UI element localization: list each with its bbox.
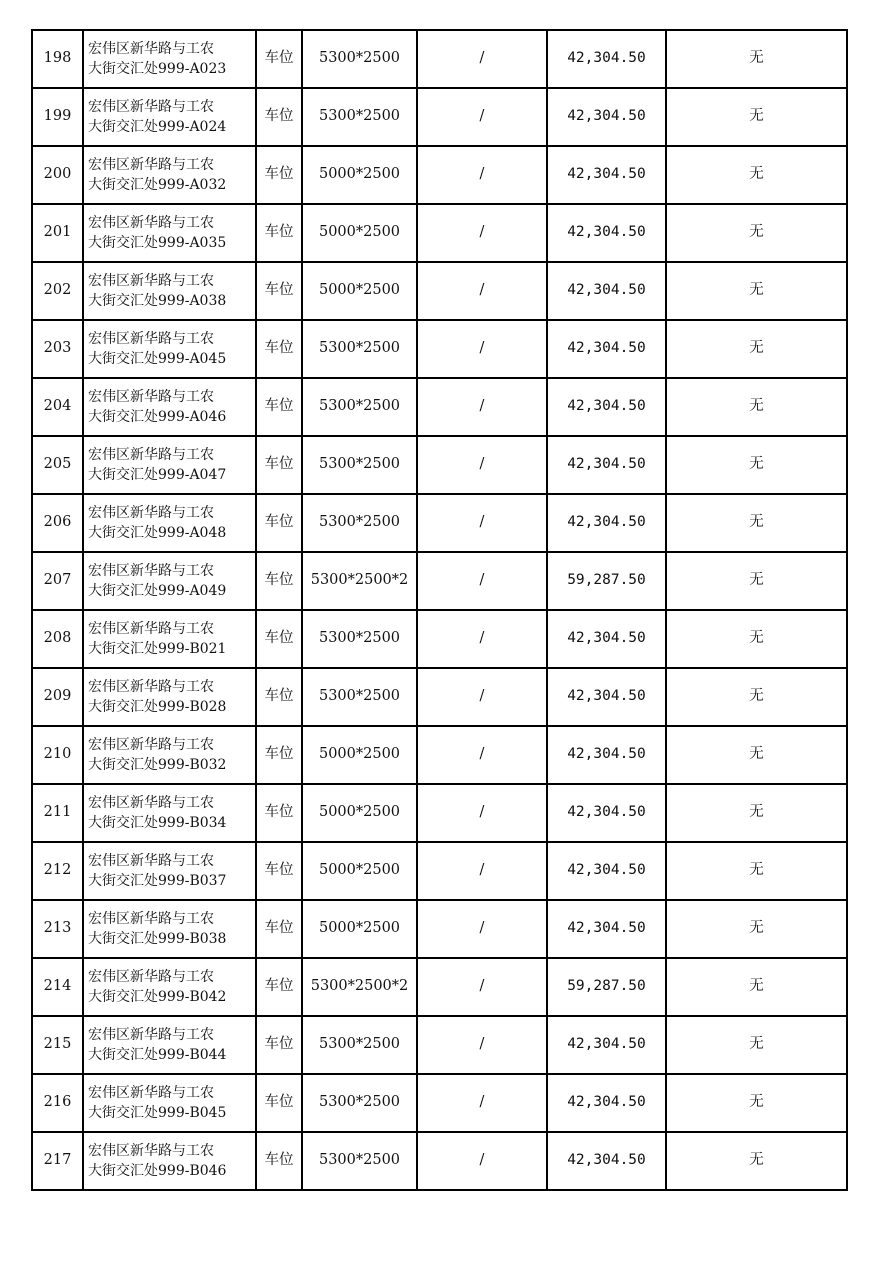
dimensions: 5300*2500*2 [302,552,417,610]
dimensions: 5300*2500 [302,320,417,378]
price: 42,304.50 [547,320,666,378]
asset-type: 车位 [256,146,302,204]
price: 42,304.50 [547,668,666,726]
empty-marker: / [417,204,547,262]
table-row [32,88,847,146]
location-line-2: 大街交汇处999-B028 [88,699,227,715]
price: 42,304.50 [547,842,666,900]
dimensions: 5300*2500 [302,30,417,88]
remark: 无 [666,900,847,958]
dimensions: 5300*2500 [302,1074,417,1132]
location-line-1: 宏伟区新华路与工农 [88,1142,214,1159]
empty-marker: / [417,726,547,784]
location-line-2: 大街交汇处999-B037 [88,873,227,889]
price: 42,304.50 [547,1074,666,1132]
location-line-2: 大街交汇处999-A038 [88,293,227,309]
row-number: 206 [32,494,83,552]
location-line-1: 宏伟区新华路与工农 [88,446,214,463]
table-row [32,494,847,552]
dimensions: 5300*2500 [302,494,417,552]
location-line-2: 大街交汇处999-A032 [88,177,227,193]
remark: 无 [666,1016,847,1074]
dimensions: 5000*2500 [302,204,417,262]
asset-type: 车位 [256,842,302,900]
empty-marker: / [417,610,547,668]
dimensions: 5300*2500 [302,1016,417,1074]
empty-marker: / [417,146,547,204]
table-body [32,30,847,1190]
location-line-1: 宏伟区新华路与工农 [88,736,214,753]
row-number: 216 [32,1074,83,1132]
remark: 无 [666,726,847,784]
location-cell [83,30,256,88]
location-line-1: 宏伟区新华路与工农 [88,1084,214,1101]
location-cell [83,320,256,378]
price: 42,304.50 [547,610,666,668]
asset-type: 车位 [256,900,302,958]
table-row [32,378,847,436]
table-row [32,320,847,378]
remark: 无 [666,320,847,378]
location-cell [83,552,256,610]
remark: 无 [666,88,847,146]
asset-type: 车位 [256,494,302,552]
asset-type: 车位 [256,204,302,262]
location-line-1: 宏伟区新华路与工农 [88,910,214,927]
location-line-2: 大街交汇处999-B044 [88,1047,227,1063]
row-number: 208 [32,610,83,668]
row-number: 212 [32,842,83,900]
location-line-2: 大街交汇处999-B046 [88,1163,227,1179]
location-line-2: 大街交汇处999-A035 [88,235,227,251]
price: 42,304.50 [547,88,666,146]
row-number: 215 [32,1016,83,1074]
asset-type: 车位 [256,726,302,784]
row-number: 205 [32,436,83,494]
location-cell [83,204,256,262]
row-number: 214 [32,958,83,1016]
table-row [32,1074,847,1132]
row-number: 213 [32,900,83,958]
location-cell [83,88,256,146]
location-cell [83,378,256,436]
location-line-1: 宏伟区新华路与工农 [88,156,214,173]
location-cell [83,842,256,900]
location-line-1: 宏伟区新华路与工农 [88,678,214,695]
location-line-1: 宏伟区新华路与工农 [88,1026,214,1043]
location-cell [83,146,256,204]
row-number: 204 [32,378,83,436]
remark: 无 [666,378,847,436]
empty-marker: / [417,784,547,842]
price: 42,304.50 [547,146,666,204]
remark: 无 [666,204,847,262]
row-number: 211 [32,784,83,842]
location-line-2: 大街交汇处999-B034 [88,815,227,831]
empty-marker: / [417,320,547,378]
dimensions: 5300*2500 [302,1132,417,1190]
location-line-2: 大街交汇处999-B021 [88,641,227,657]
location-line-1: 宏伟区新华路与工农 [88,504,214,521]
table-row [32,1016,847,1074]
location-line-2: 大街交汇处999-B045 [88,1105,227,1121]
location-line-2: 大街交汇处999-A049 [88,583,227,599]
price: 42,304.50 [547,204,666,262]
asset-type: 车位 [256,784,302,842]
location-line-2: 大街交汇处999-A045 [88,351,227,367]
row-number: 198 [32,30,83,88]
location-line-2: 大街交汇处999-A048 [88,525,227,541]
remark: 无 [666,610,847,668]
remark: 无 [666,494,847,552]
location-line-1: 宏伟区新华路与工农 [88,272,214,289]
location-line-2: 大街交汇处999-B042 [88,989,227,1005]
row-number: 207 [32,552,83,610]
table-row [32,900,847,958]
empty-marker: / [417,1016,547,1074]
row-number: 217 [32,1132,83,1190]
empty-marker: / [417,30,547,88]
dimensions: 5000*2500 [302,262,417,320]
location-line-1: 宏伟区新华路与工农 [88,562,214,579]
row-number: 201 [32,204,83,262]
location-cell [83,900,256,958]
dimensions: 5300*2500 [302,436,417,494]
empty-marker: / [417,494,547,552]
row-number: 199 [32,88,83,146]
dimensions: 5000*2500 [302,146,417,204]
location-line-2: 大街交汇处999-A047 [88,467,227,483]
remark: 无 [666,30,847,88]
price: 59,287.50 [547,552,666,610]
location-cell [83,726,256,784]
location-line-1: 宏伟区新华路与工农 [88,620,214,637]
asset-type: 车位 [256,88,302,146]
price: 42,304.50 [547,726,666,784]
remark: 无 [666,842,847,900]
remark: 无 [666,436,847,494]
location-cell [83,494,256,552]
location-cell [83,784,256,842]
asset-type: 车位 [256,552,302,610]
table-row [32,146,847,204]
location-line-2: 大街交汇处999-A024 [88,119,227,135]
dimensions: 5000*2500 [302,726,417,784]
location-cell [83,262,256,320]
location-line-1: 宏伟区新华路与工农 [88,40,214,57]
location-line-1: 宏伟区新华路与工农 [88,330,214,347]
dimensions: 5300*2500*2 [302,958,417,1016]
remark: 无 [666,1074,847,1132]
asset-type: 车位 [256,262,302,320]
empty-marker: / [417,436,547,494]
location-line-1: 宏伟区新华路与工农 [88,388,214,405]
location-line-2: 大街交汇处999-A046 [88,409,227,425]
asset-type: 车位 [256,378,302,436]
empty-marker: / [417,842,547,900]
asset-type: 车位 [256,1074,302,1132]
table-row [32,610,847,668]
remark: 无 [666,262,847,320]
table-row [32,436,847,494]
asset-type: 车位 [256,610,302,668]
remark: 无 [666,958,847,1016]
price: 59,287.50 [547,958,666,1016]
asset-type: 车位 [256,1132,302,1190]
table-row [32,842,847,900]
location-line-1: 宏伟区新华路与工农 [88,852,214,869]
dimensions: 5300*2500 [302,610,417,668]
table-row [32,30,847,88]
document-page [31,29,846,1191]
table-row [32,958,847,1016]
empty-marker: / [417,900,547,958]
empty-marker: / [417,378,547,436]
parking-space-table [31,29,848,1191]
remark: 无 [666,552,847,610]
row-number: 200 [32,146,83,204]
location-cell [83,668,256,726]
table-row [32,262,847,320]
price: 42,304.50 [547,900,666,958]
location-line-1: 宏伟区新华路与工农 [88,214,214,231]
remark: 无 [666,668,847,726]
location-cell [83,1074,256,1132]
row-number: 210 [32,726,83,784]
table-row [32,1132,847,1190]
location-line-1: 宏伟区新华路与工农 [88,98,214,115]
asset-type: 车位 [256,668,302,726]
price: 42,304.50 [547,436,666,494]
location-line-1: 宏伟区新华路与工农 [88,968,214,985]
location-cell [83,958,256,1016]
asset-type: 车位 [256,320,302,378]
price: 42,304.50 [547,262,666,320]
price: 42,304.50 [547,30,666,88]
empty-marker: / [417,1074,547,1132]
remark: 无 [666,784,847,842]
row-number: 209 [32,668,83,726]
asset-type: 车位 [256,958,302,1016]
price: 42,304.50 [547,1016,666,1074]
location-cell [83,610,256,668]
location-line-2: 大街交汇处999-B032 [88,757,227,773]
location-line-2: 大街交汇处999-A023 [88,61,227,77]
location-line-2: 大街交汇处999-B038 [88,931,227,947]
dimensions: 5000*2500 [302,784,417,842]
empty-marker: / [417,552,547,610]
asset-type: 车位 [256,436,302,494]
empty-marker: / [417,262,547,320]
price: 42,304.50 [547,378,666,436]
remark: 无 [666,146,847,204]
empty-marker: / [417,88,547,146]
asset-type: 车位 [256,1016,302,1074]
row-number: 202 [32,262,83,320]
empty-marker: / [417,958,547,1016]
empty-marker: / [417,1132,547,1190]
table-row [32,204,847,262]
price: 42,304.50 [547,1132,666,1190]
dimensions: 5000*2500 [302,900,417,958]
empty-marker: / [417,668,547,726]
asset-type: 车位 [256,30,302,88]
location-cell [83,436,256,494]
price: 42,304.50 [547,494,666,552]
location-cell [83,1132,256,1190]
dimensions: 5000*2500 [302,842,417,900]
location-line-1: 宏伟区新华路与工农 [88,794,214,811]
location-cell [83,1016,256,1074]
dimensions: 5300*2500 [302,88,417,146]
table-row [32,552,847,610]
row-number: 203 [32,320,83,378]
remark: 无 [666,1132,847,1190]
table-row [32,726,847,784]
price: 42,304.50 [547,784,666,842]
dimensions: 5300*2500 [302,378,417,436]
dimensions: 5300*2500 [302,668,417,726]
table-row [32,668,847,726]
table-row [32,784,847,842]
